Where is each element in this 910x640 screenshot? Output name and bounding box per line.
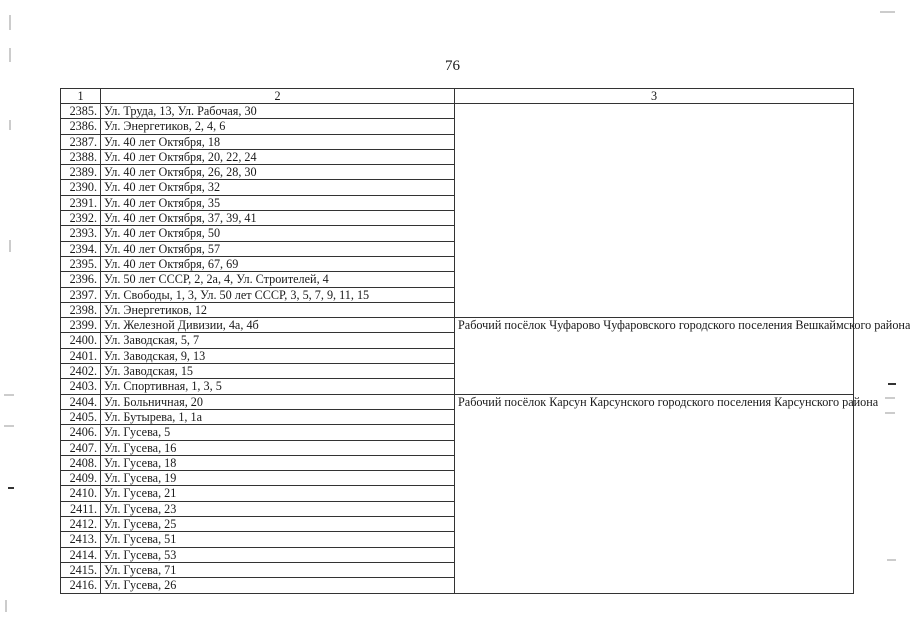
row-number: 2409. (61, 471, 101, 486)
row-number: 2397. (61, 287, 101, 302)
row-address: Ул. Гусева, 26 (101, 578, 455, 593)
row-address: Ул. Гусева, 18 (101, 455, 455, 470)
row-number: 2392. (61, 211, 101, 226)
row-address: Ул. 40 лет Октября, 20, 22, 24 (101, 149, 455, 164)
table-row (61, 104, 854, 119)
row-address: Ул. 40 лет Октября, 18 (101, 134, 455, 149)
column-header-3: 3 (455, 89, 854, 104)
table-row (61, 318, 854, 333)
row-address: Ул. 40 лет Октября, 37, 39, 41 (101, 211, 455, 226)
row-address: Ул. Бутырева, 1, 1а (101, 409, 455, 424)
row-number: 2407. (61, 440, 101, 455)
page-number: 76 (445, 58, 460, 74)
row-number: 2415. (61, 562, 101, 577)
row-address: Ул. Заводская, 5, 7 (101, 333, 455, 348)
row-address: Ул. 40 лет Октября, 26, 28, 30 (101, 165, 455, 180)
row-address: Ул. Спортивная, 1, 3, 5 (101, 379, 455, 394)
table-body (61, 104, 910, 594)
settlement-cell: Рабочий посёлок Карсун Карсунского городского поселения Карсунского района (455, 394, 854, 593)
row-address: Ул. Заводская, 15 (101, 364, 455, 379)
row-address: Ул. Свободы, 1, 3, Ул. 50 лет СССР, 3, 5, 7, 9, 11, 15 (101, 287, 455, 302)
row-address: Ул. Железной Дивизии, 4а, 4б (101, 318, 455, 333)
row-address: Ул. Больничная, 20 (101, 394, 455, 409)
row-number: 2389. (61, 165, 101, 180)
column-header-2: 2 (101, 89, 455, 104)
row-address: Ул. Труда, 13, Ул. Рабочая, 30 (101, 104, 455, 119)
row-number: 2402. (61, 364, 101, 379)
row-address: Ул. Гусева, 71 (101, 562, 455, 577)
row-address: Ул. 40 лет Октября, 50 (101, 226, 455, 241)
row-address: Ул. 50 лет СССР, 2, 2а, 4, Ул. Строителей, 4 (101, 272, 455, 287)
row-number: 2401. (61, 348, 101, 363)
row-number: 2404. (61, 394, 101, 409)
column-header-1: 1 (61, 89, 101, 104)
table-row (61, 394, 854, 409)
row-address: Ул. 40 лет Октября, 67, 69 (101, 256, 455, 271)
row-address: Ул. Гусева, 21 (101, 486, 455, 501)
row-address: Ул. Гусева, 53 (101, 547, 455, 562)
row-address: Ул. 40 лет Октября, 32 (101, 180, 455, 195)
row-address: Ул. Энергетиков, 2, 4, 6 (101, 119, 455, 134)
row-address: Ул. Гусева, 51 (101, 532, 455, 547)
row-number: 2390. (61, 180, 101, 195)
table-header (61, 89, 854, 104)
row-address: Ул. Гусева, 19 (101, 471, 455, 486)
row-number: 2408. (61, 455, 101, 470)
row-address: Ул. Гусева, 16 (101, 440, 455, 455)
row-number: 2396. (61, 272, 101, 287)
row-address: Ул. Гусева, 5 (101, 425, 455, 440)
row-address: Ул. Энергетиков, 12 (101, 302, 455, 317)
row-address: Ул. Заводская, 9, 13 (101, 348, 455, 363)
row-number: 2387. (61, 134, 101, 149)
settlement-cell: Рабочий посёлок Чуфарово Чуфаровского городского поселения Вешкаймского района (455, 318, 854, 394)
row-number: 2395. (61, 256, 101, 271)
row-number: 2405. (61, 409, 101, 424)
row-number: 2413. (61, 532, 101, 547)
row-number: 2399. (61, 318, 101, 333)
row-number: 2410. (61, 486, 101, 501)
row-number: 2412. (61, 517, 101, 532)
header-row (61, 89, 854, 104)
row-number: 2416. (61, 578, 101, 593)
row-number: 2398. (61, 302, 101, 317)
row-number: 2394. (61, 241, 101, 256)
row-address: Ул. Гусева, 25 (101, 517, 455, 532)
address-table (60, 88, 910, 594)
row-number: 2386. (61, 119, 101, 134)
settlement-cell (455, 104, 854, 318)
row-number: 2406. (61, 425, 101, 440)
row-address: Ул. 40 лет Октября, 57 (101, 241, 455, 256)
row-address: Ул. 40 лет Октября, 35 (101, 195, 455, 210)
row-number: 2400. (61, 333, 101, 348)
row-number: 2393. (61, 226, 101, 241)
row-number: 2403. (61, 379, 101, 394)
row-number: 2388. (61, 149, 101, 164)
row-number: 2385. (61, 104, 101, 119)
row-number: 2411. (61, 501, 101, 516)
row-address: Ул. Гусева, 23 (101, 501, 455, 516)
row-number: 2414. (61, 547, 101, 562)
row-number: 2391. (61, 195, 101, 210)
